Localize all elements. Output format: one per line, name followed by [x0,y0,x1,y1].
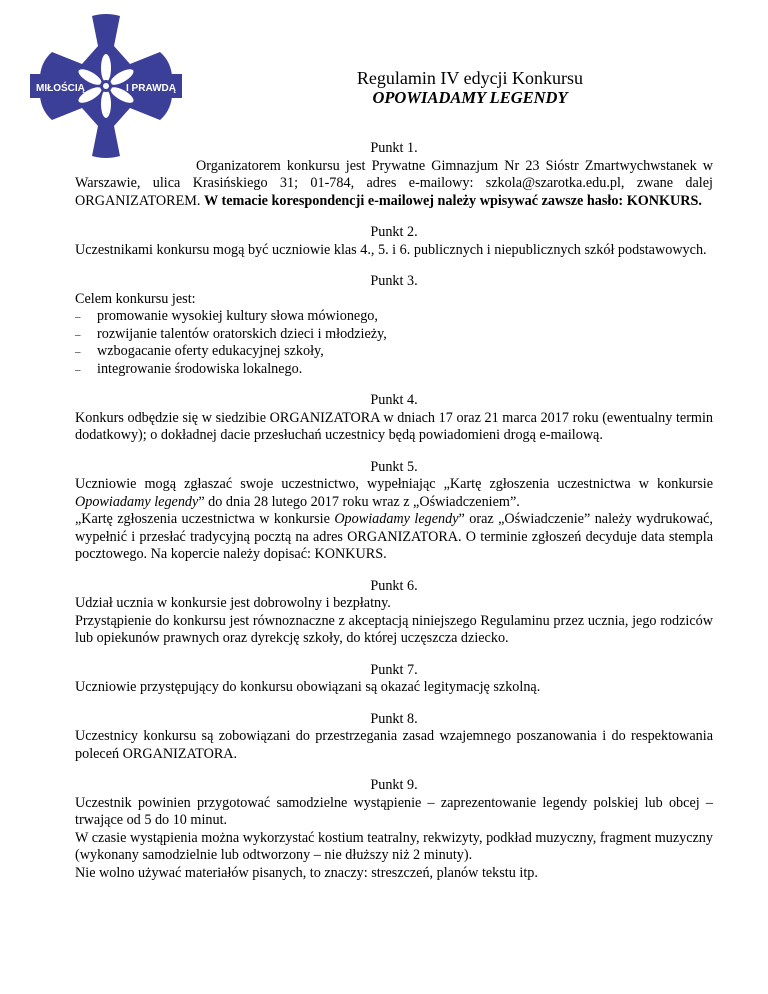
list-item: – integrowanie środowiska lokalnego. [75,361,713,379]
list-item: – rozwijanie talentów oratorskich dzieci i młodzieży, [75,326,713,344]
section-heading: Punkt 9. [370,777,418,793]
school-logo [22,12,190,160]
section-text: Udział ucznia w konkursie jest dobrowolny i bezpłatny. [75,595,391,611]
section-text: Nie wolno używać materiałów pisanych, to znaczy: streszczeń, planów tekstu itp. [75,864,538,881]
section-text [75,158,713,211]
text-run: Uczniowie mogą zgłaszać swoje uczestnictwo, wypełniając „Kartę zgłoszenia uczestnictwa w konkursie [75,476,713,492]
section-punkt-9 [75,777,713,882]
document-title: Regulamin IV edycji Konkursu [356,68,584,88]
section-intro: Celem konkursu jest: [75,290,196,307]
section-punkt-4 [75,392,713,445]
section-punkt-2 [75,224,713,259]
section-text [75,476,713,511]
list-item: – promowanie wysokiej kultury słowa mówionego, [75,308,713,326]
section-text: Uczestnicy konkursu są zobowiązani do przestrzegania zasad wzajemnego poszanowania i do respektowania poleceń ORGANIZATORA. [75,728,713,762]
section-heading: Punkt 1. [370,140,418,156]
section-heading: Punkt 3. [370,273,418,289]
list-item: – wzbogacanie oferty edukacyjnej szkoły, [75,343,713,361]
section-heading: Punkt 5. [370,458,418,475]
contest-name: Opowiadamy legendy [334,511,459,527]
section-punkt-1 [75,140,713,210]
logo-motto-right: I PRAWDĄ [126,83,176,94]
document-title-block [250,68,690,108]
section-text: Uczestnikami konkursu mogą być uczniowie klas 4., 5. i 6. publicznych i niepublicznych szkół podstawowych. [75,241,707,258]
section-punkt-5 [75,459,713,564]
email-subject-note: W temacie korespondencji e-mailowej należy wpisywać zawsze hasło: KONKURS. [204,192,702,209]
section-heading: Punkt 6. [370,577,418,594]
section-punkt-8 [75,711,713,764]
text-run: „Kartę zgłoszenia uczestnictwa w konkursie [75,511,335,527]
section-heading: Punkt 2. [370,224,418,240]
section-heading: Punkt 8. [370,710,418,727]
section-heading: Punkt 4. [370,392,418,408]
section-text: Konkurs odbędzie się w siedzibie ORGANIZATORA w dniach 17 oraz 21 marca 2017 roku (ewentualny termin dodatkowy); o dokładnej dacie przesłuchań uczestnicy będą powiadomieni drogą e-mailową. [75,409,713,443]
section-punkt-3 [75,273,713,378]
section-text: Uczestnik powinien przygotować samodzielne wystąpienie – zaprezentowanie legendy polskiej lub obcej – trwające od 5 do 10 minut. [75,794,713,828]
contest-name: Opowiadamy legendy [75,493,199,510]
section-heading: Punkt 7. [370,661,418,678]
text-run: ” do dnia 28 lutego 2017 roku wraz z „Oświadczeniem”. [198,493,520,510]
section-text: Uczniowie przystępujący do konkursu obowiązani są okazać legitymację szkolną. [75,679,541,695]
section-text [75,511,713,564]
document-subtitle: OPOWIADAMY LEGENDY [372,88,568,107]
organizer-text: Organizatorem konkursu jest Prywatne Gimnazjum Nr 23 Sióstr Zmartwychwstanek w Warszawie, ulica Krasińskiego 31; 01-784, adres e-mailowy: szkola@szarotka.edu.pl, zwane dalej ORGANIZATOREM. [75,157,713,209]
section-text: W czasie wystąpienia można wykorzystać kostium teatralny, rekwizyty, podkład muzyczny, fragment muzyczny (wykonany samodzielnie lub odtworzony – nie dłuższy niż 2 minuty). [75,829,713,863]
text-run: ” oraz „Oświadczenie” należy wydrukować, wypełnić i przesłać tradycyjną pocztą na adres ORGANIZATORA. O terminie zgłoszeń decyduje data stempla pocztowego. Na kopercie należy dopisać: KONKURS. [75,511,713,562]
document-body [75,140,713,896]
section-punkt-6 [75,578,713,648]
section-punkt-7 [75,662,713,697]
goals-list [75,308,713,378]
section-text: Przystąpienie do konkursu jest równoznaczne z akceptacją niniejszego Regulaminu przez ucznia, jego rodziców lub opiekunów prawnych oraz dyrekcję szkoły, do której uczęszcza dziecko. [75,612,713,646]
logo-motto-left: MIŁOŚCIĄ [36,83,85,94]
